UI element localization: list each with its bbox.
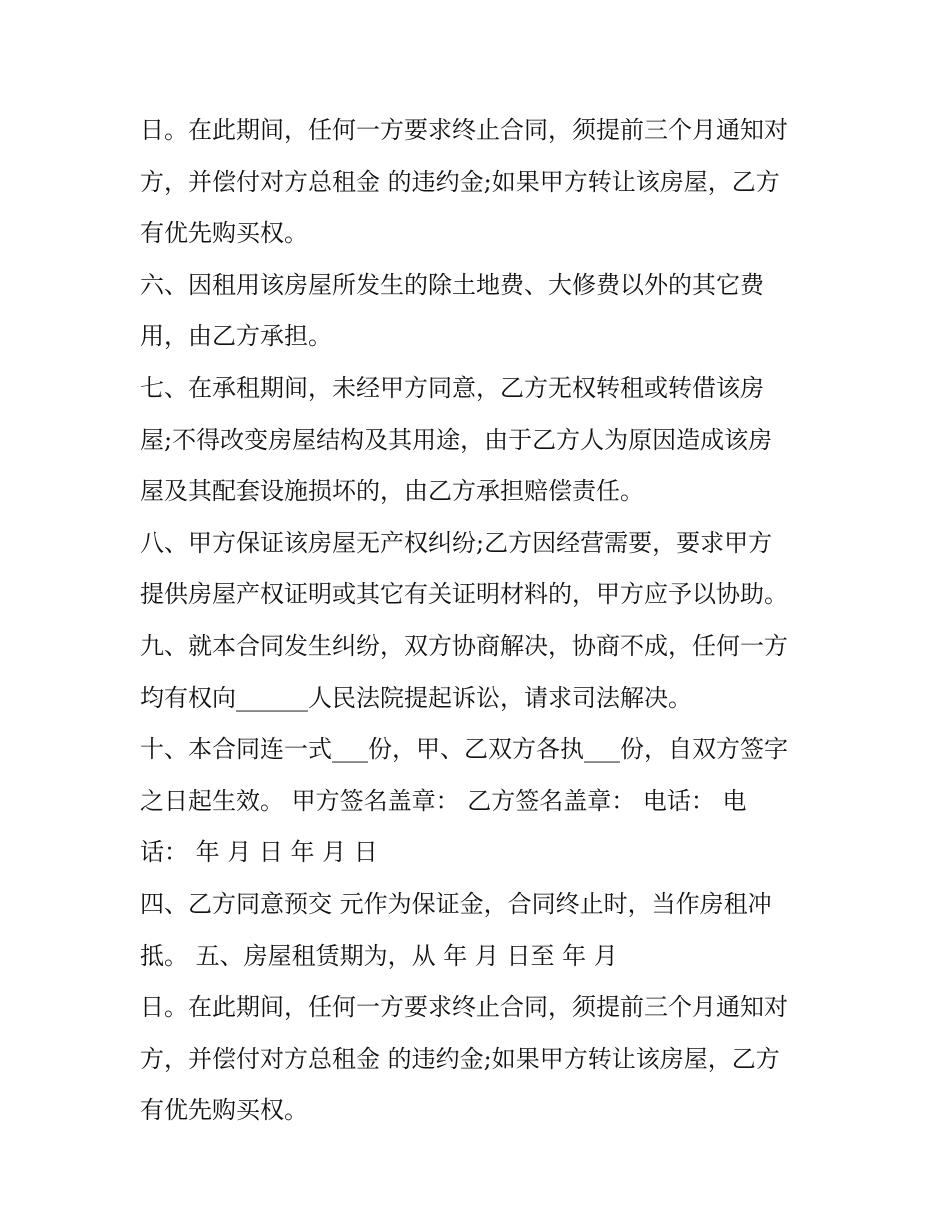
contract-text — [140, 105, 830, 1137]
text-line: 日。在此期间，任何一方要求终止合同，须提前三个月通知对 — [140, 993, 788, 1022]
text-line: 屋及其配套设施损坏的，由乙方承担赔偿责任。 — [140, 477, 644, 506]
text-line: 屋;不得改变房屋结构及其用途，由于乙方人为原因造成该房 — [140, 425, 773, 454]
text-line: 九、就本合同发生纠纷，双方协商解决，协商不成，任何一方 — [140, 631, 788, 660]
text-line: 日。在此期间，任何一方要求终止合同，须提前三个月通知对 — [140, 116, 788, 144]
text-line: 均有权向______人民法院提起诉讼，请求司法解决。 — [140, 683, 692, 712]
text-line: 用，由乙方承担。 — [140, 322, 332, 351]
text-line: 四、乙方同意预交 元作为保证金，合同终止时，当作房租冲 — [140, 889, 772, 918]
text-line: 方，并偿付对方总租金 的违约金;如果甲方转让该房屋，乙方 — [140, 167, 780, 196]
text-line: 七、在承租期间，未经甲方同意，乙方无权转租或转借该房 — [140, 373, 764, 402]
text-line: 提供房屋产权证明或其它有关证明材料的，甲方应予以协助。 — [140, 580, 788, 609]
text-line: 方，并偿付对方总租金 的违约金;如果甲方转让该房屋，乙方 — [140, 1044, 780, 1073]
text-line: 有优先购买权。 — [140, 219, 308, 248]
text-line: 八、甲方保证该房屋无产权纠纷;乙方因经营需要，要求甲方 — [140, 528, 773, 557]
text-line: 六、因租用该房屋所发生的除土地费、大修费以外的其它费 — [140, 270, 764, 299]
text-line: 话： 年 月 日 年 月 日 — [140, 838, 378, 867]
text-line: 十、本合同连一式___份，甲、乙双方各执___份，自双方签字 — [140, 735, 788, 764]
text-line: 之日起生效。 甲方签名盖章： 乙方签名盖章： 电话： 电 — [140, 786, 747, 815]
text-line: 抵。 五、房屋租赁期为，从 年 月 日至 年 月 — [140, 941, 618, 970]
text-line: 有优先购买权。 — [140, 1096, 308, 1125]
